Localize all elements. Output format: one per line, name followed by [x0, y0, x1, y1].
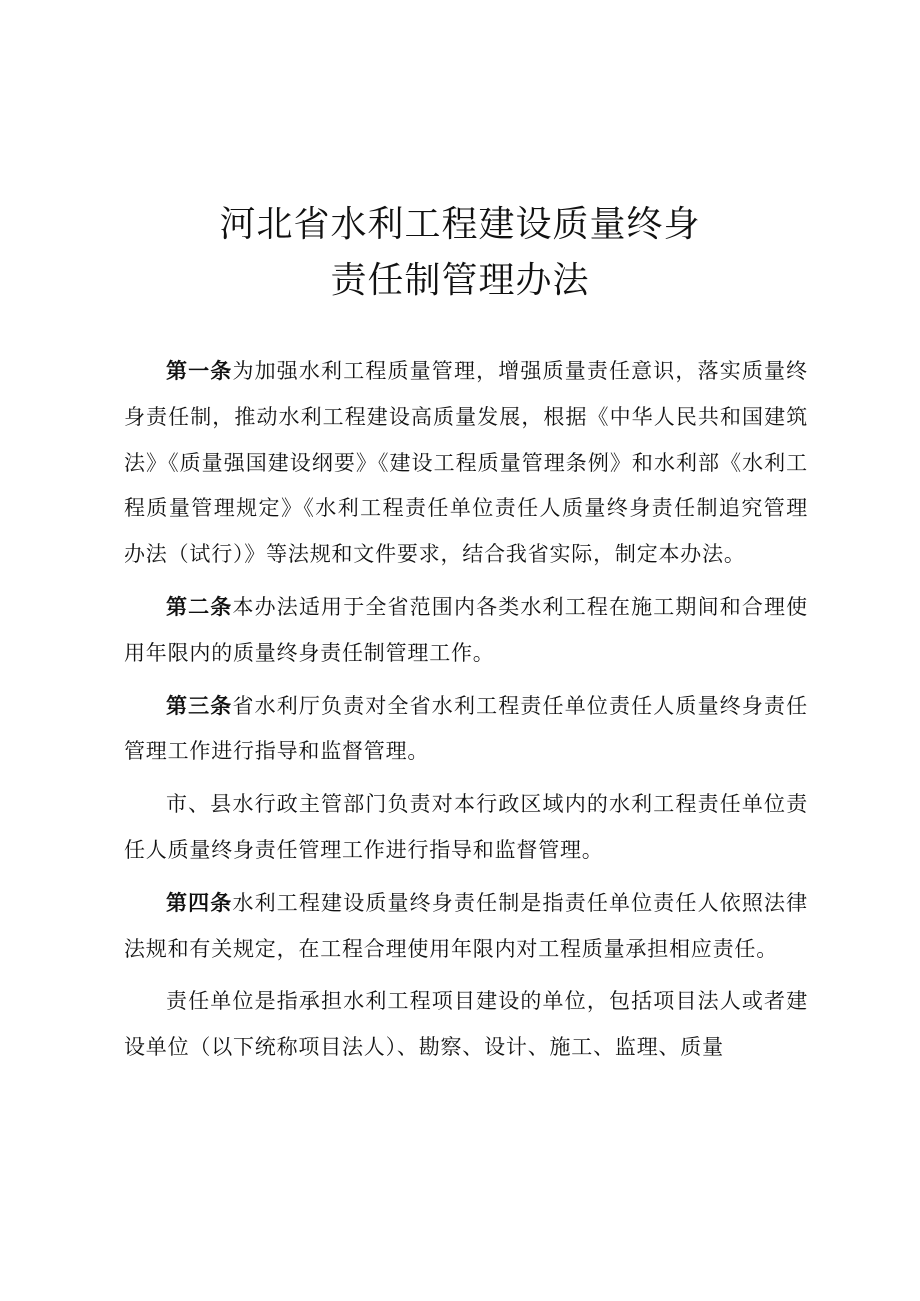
- article-heading: 第三条: [166, 693, 233, 718]
- paragraph-article-4-clause-2: [124, 979, 808, 1071]
- document-title-line-2: 责任制管理办法: [330, 260, 590, 301]
- article-heading: 第一条: [166, 359, 233, 383]
- paragraph-article-4: [124, 881, 808, 973]
- paragraph-text: 为加强水利工程质量管理，增强质量责任意识，落实质量终身责任制，推动水利工程建设高质量发展，根据《中华人民共和国建筑法》《质量强国建设纲要》《建设工程质量管理条例》和水利部《水利工程质量管理规定》《水利工程责任单位责任人质量终身责任制追究管理办法（试行）》等法规和文件要求，结合我省实际，制定本办法。: [124, 359, 808, 567]
- document-title-line-1: 河北省水利工程建设质量终身: [219, 204, 701, 245]
- paragraph-article-3-clause-2: [124, 782, 808, 874]
- paragraph-article-3: [124, 684, 808, 776]
- paragraph-text: 市、县水行政主管部门负责对本行政区域内的水利工程责任单位责任人质量终身责任管理工作进行指导和监督管理。: [124, 792, 808, 862]
- paragraph-text: 本办法适用于全省范围内各类水利工程在施工期间和合理使用年限内的质量终身责任制管理工作。: [124, 594, 808, 665]
- article-heading: 第二条: [166, 594, 233, 619]
- document-body: [124, 349, 808, 1078]
- article-heading: 第四条: [166, 890, 233, 915]
- paragraph-text: 省水利厅负责对全省水利工程责任单位责任人质量终身责任管理工作进行指导和监督管理。: [124, 693, 808, 764]
- paragraph-article-1: [124, 349, 808, 578]
- paragraph-article-2: [124, 585, 808, 677]
- paragraph-text: 水利工程建设质量终身责任制是指责任单位责任人依照法律法规和有关规定，在工程合理使用年限内对工程质量承担相应责任。: [124, 890, 808, 961]
- paragraph-text: 责任单位是指承担水利工程项目建设的单位，包括项目法人或者建设单位（以下统称项目法人）、勘察、设计、施工、监理、质量: [124, 989, 808, 1060]
